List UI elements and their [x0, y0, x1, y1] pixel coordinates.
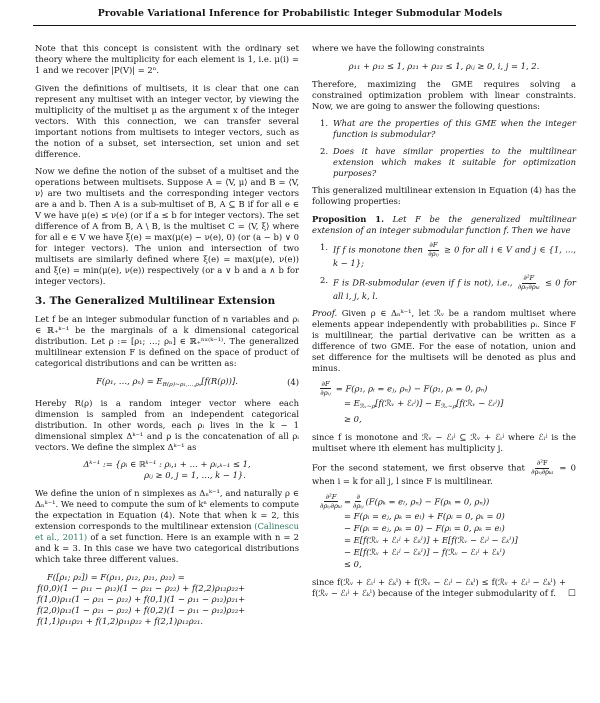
header-rule [33, 25, 576, 26]
paragraph: Therefore, maximizing the GME requires solving a constrained optimization problem with linear constraints. Now, we are going to answer the following questions: [312, 78, 576, 111]
paragraph: Given the definitions of multisets, it is clear that one can represent any multiset with an integer vector, by viewing the multiplicity of the multiset μ as the argument x of the integer vectors. With this connection, we can transfer several important notions from multisets to integer vectors, such as the notion of a subset, set intersection, set union and set difference. [35, 82, 299, 159]
equation-line: ≤ 0, [344, 558, 362, 569]
example-expansion-equation [35, 572, 299, 627]
partial-derivative-fraction: $\frac{\partial F}{\text{∂ρᵢⱼ}}$ [320, 379, 331, 397]
partial-operator-fraction: $\frac{\partial}{\text{∂ρᵢⱼ}}$ [353, 492, 364, 510]
left-column [35, 43, 299, 634]
list-number: 2. [320, 275, 328, 286]
question-text: What are the properties of this GME when the integer function is submodular? [333, 118, 576, 139]
list-number: 2. [320, 146, 328, 156]
proposition-1 [312, 214, 576, 236]
second-derivative-fraction: $\frac{\text{∂²F}}{\text{∂ρᵢⱼ∂ρₖₗ}}$ [517, 274, 540, 292]
citation-link[interactable]: (Calinescu et al., 2011) [35, 521, 299, 542]
paragraph: Note that this concept is consistent with the ordinary set theory where the multiplicity for each element is 1, i.e. μ(i) = 1 and we recover |P(V)| = 2ⁿ. [35, 43, 299, 75]
equation-line: f(1,1)ρ₁₁ρ₂₁ + f(1,2)ρ₁₁ρ₂₂ + f(2,1)ρ₁₂ρ₂₁. [37, 615, 204, 626]
equation-line: = $E_{ℛᵥ\sim\rho}[f(ℛᵥ$ + ℰᵢʲ)] − $E_{ℛᵥ\sim\rho}[f(ℛᵥ$ − ℰᵢʲ)] [344, 397, 504, 410]
equation-line: − F(ρᵢ = eⱼ, ρₖ = 0) − F(ρᵢ = 0, ρₖ = eₗ) [344, 522, 505, 533]
proposition-item-1 [320, 242, 576, 269]
equation-body: F(ρ₁, …, $\rho_n) = E_{R(\rho)\sim\rho_1,\dots,\rho_n}[f(R(\rho))]$. [96, 375, 238, 388]
paragraph: Now we define the notion of the subset of a multiset and the operations between multisets. Suppose A = ⟨V, μ⟩ and B = ⟨V, ν⟩ are two multisets and the corresponding integer vectors are a and b. Then A is a sub-multiset of B, A ⊆ B if for all e ∈ V we have μ(e) ≤ ν(e) (or if a ≤ b for integer vectors). The set difference of A from B, A \ B, is the multiset C = ⟨V, ξ⟩ where for all e ∈ V we have ξ(e) = max(μ(e) − ν(e), 0) (or (a − b) ∨ 0 for integer vectors). The union and intersection of two multisets are similarly defined where ξ(e) = max(μ(e), ν(e)) and ξ(e) = min(μ(e), ν(e)) respectively (or a ∨ b and a ∧ b for integer vectors). [35, 166, 299, 286]
list-number: 1. [320, 242, 328, 252]
proof-label: Proof. [312, 308, 338, 319]
proposition-item-2 [320, 275, 576, 302]
second-derivative-fraction: $\frac{\text{∂²F}}{\text{∂ρᵢⱼ∂ρₖₗ}}$ [320, 492, 342, 510]
proposition-text: Let F be the generalized multilinear extension of an integer submodular function f. Then we have [312, 213, 576, 235]
second-derivative-fraction: $\frac{\text{∂²F}}{\text{∂ρᵢⱼ∂ρₖₗ}}$ [531, 459, 554, 477]
equation-line: $\frac{\text{∂²F}}{\text{∂ρᵢⱼ∂ρₖₗ}}$ = $\frac{\partial}{\text{∂ρᵢⱼ}}$ (F(ρₖ = eₗ, ρₙ) − F(ρₖ = 0, ρₙ)) [320, 492, 490, 510]
equation-line: − E[f(ℛᵥ + ℰᵢʲ − ℰₖˡ)] − f(ℛᵥ − ℰᵢʲ + ℰₖˡ) [344, 546, 506, 557]
equation-line: f(0,0)(1 − ρ₁₁ − ρ₁₂)(1 − ρ₂₁ − ρ₂₂) + f(2,2)ρ₁₂ρ₂₂+ [37, 582, 246, 593]
right-column [312, 43, 576, 605]
paragraph: This generalized multilinear extension in Equation (4) has the following properties: [312, 185, 576, 206]
proposition-item-text: F is DR-submodular (even if f is not), i.e., $\frac{\text{∂²F}}{\text{∂ρᵢⱼ∂ρₖₗ}}$ ≤ 0 for all i, j, k, l. [333, 274, 577, 302]
expectation-subscript: R(ρ)∼ρ₁,…,ρₙ [162, 381, 202, 388]
equation-line: F([ρ₁; ρ₂]) = F(ρ₁₁, ρ₁₂, ρ₂₁, ρ₂₂) = [47, 571, 185, 582]
expectation-subscript: ℛᵥ∼ρ [440, 403, 457, 410]
paragraph: We define the union of n simplexes as Δₙᵏ⁻¹, and naturally ρ ∈ Δₙᵏ⁻¹. We need to compute the sum of kⁿ elements to compute the expectation in Equation (4). Note that when k = 2, this extension corresponds to the multilinear extension (Calinescu et al., 2011) of a set function. Here is an example with n = 2 and k = 3. In this case we have two categorical distributions which take three different values. [35, 488, 299, 564]
equation-line: Δᵏ⁻¹ := {ρᵢ ∈ ℝᵏ⁻¹ : ρᵢ,₁ + … + ρᵢ,ₖ₋₁ ≤ 1, [83, 459, 251, 469]
qed-symbol: □ [568, 586, 576, 597]
proposition-item-text: If f is monotone then $\frac{\partial F}{\text{∂ρᵢⱼ}}$ ≥ 0 for all i ∈ V and j ∈ {1, …, k − 1}; [333, 241, 576, 269]
simplex-definition-equation [35, 459, 299, 481]
question-item-1 [320, 118, 576, 140]
proposition-label: Proposition 1. [312, 213, 384, 224]
question-item-2 [320, 146, 576, 179]
equation-number: (4) [287, 376, 299, 387]
expectation-subscript: ℛᵥ∼ρ [359, 403, 376, 410]
proof-paragraph: Proof. Given ρ ∈ Δₙᵏ⁻¹, let ℛᵥ be a random multiset where elements appear independently with probabilities ρᵢ. Since F is multilinear, the partial derivative can be written as a difference of two GME. For the ease of notation, union and set difference for the multisets will be denoted as plus and minus. [312, 308, 576, 374]
equation-line: = E[f(ℛᵥ + ℰᵢʲ + ℰₖˡ)] + E[f(ℛᵥ − ℰᵢʲ − ℰₖˡ)] [344, 534, 518, 545]
final-proof-paragraph: since f(ℛᵥ + ℰᵢʲ + ℰₖˡ) + f(ℛᵥ − ℰᵢʲ − ℰₖˡ) ≤ f(ℛᵥ + ℰᵢʲ − ℰₖˡ) + f(ℛᵥ − ℰᵢʲ + ℰₖˡ) because of the integer submodularity of f. □ [312, 576, 576, 598]
paragraph: where we have the following constraints [312, 43, 485, 53]
paragraph: For the second statement, we first observe that $\frac{\text{∂²F}}{\text{∂ρᵢⱼ∂ρₖₗ}}$ = 0 when i = k for all j, l since F is multilinear. [312, 459, 577, 487]
equation-line: f(1,0)ρ₁₁(1 − ρ₂₁ − ρ₂₂) + f(0,1)(1 − ρ₁₁ − ρ₁₂)ρ₂₁+ [37, 593, 246, 604]
equation-line: ≥ 0, [344, 413, 362, 424]
equation-line: $\frac{\partial F}{\text{∂ρᵢⱼ}}$ = F(ρ₁, ρᵢ = eⱼ, ρₙ) − F(ρ₁, ρᵢ = 0, ρₙ) [320, 379, 488, 397]
section-heading: 3. The Generalized Multilinear Extension [35, 295, 276, 307]
paragraph: since f is monotone and ℛᵥ − ℰᵢʲ ⊆ ℛᵥ + ℰᵢʲ where ℰᵢʲ is the multiset where ith element has multiplicity j. [312, 431, 576, 453]
paragraph: Let f be an integer submodular function of n variables and ρᵢ ∈ ℝ₊ᵏ⁻¹ be the marginals of a k dimensional categorical distribution. Let ρ := [ρ₁; …; ρₙ] ∈ ℝ₊ⁿˣ⁽ᵏ⁻¹⁾. The generalized multilinear extension F is defined on the space of product of categorical distributions and can be written as: [35, 314, 299, 368]
equation-4 [35, 376, 299, 391]
running-header-title: Provable Variational Inference for Probabilistic Integer Submodular Models [97, 8, 503, 19]
first-derivative-display-equation [318, 381, 576, 425]
equation-line: f(2,0)ρ₁₂(1 − ρ₂₁ − ρ₂₂) + f(0,2)(1 − ρ₁₁ − ρ₁₂)ρ₂₂+ [37, 604, 246, 615]
paragraph: Hereby R(ρ) is a random integer vector where each dimension is sampled from an independent categorical distribution. In other words, each ρᵢ lives in the k − 1 dimensional simplex Δᵏ⁻¹ and ρ is the concatenation of all ρᵢ vectors. We define the simplex Δᵏ⁻¹ as [35, 397, 299, 452]
list-number: 1. [320, 118, 328, 128]
equation-line: = F(ρᵢ = eⱼ, ρₖ = eₗ) + F(ρᵢ = 0, ρₖ = 0) [344, 510, 505, 521]
constraints-equation: ρ₁₁ + ρ₁₂ ≤ 1, ρ₂₁ + ρ₂₂ ≤ 1, ρᵢⱼ ≥ 0, i, j = 1, 2. [348, 60, 540, 71]
question-text: Does it have similar properties to the multilinear extension which makes it suitable for optimization purposes? [333, 146, 576, 178]
partial-derivative-fraction: $\frac{\partial F}{\text{∂ρᵢⱼ}}$ [428, 241, 439, 259]
second-derivative-display-equation [318, 494, 576, 570]
equation-line: ρᵢⱼ ≥ 0, j = 1, …, k − 1}. [144, 470, 246, 480]
